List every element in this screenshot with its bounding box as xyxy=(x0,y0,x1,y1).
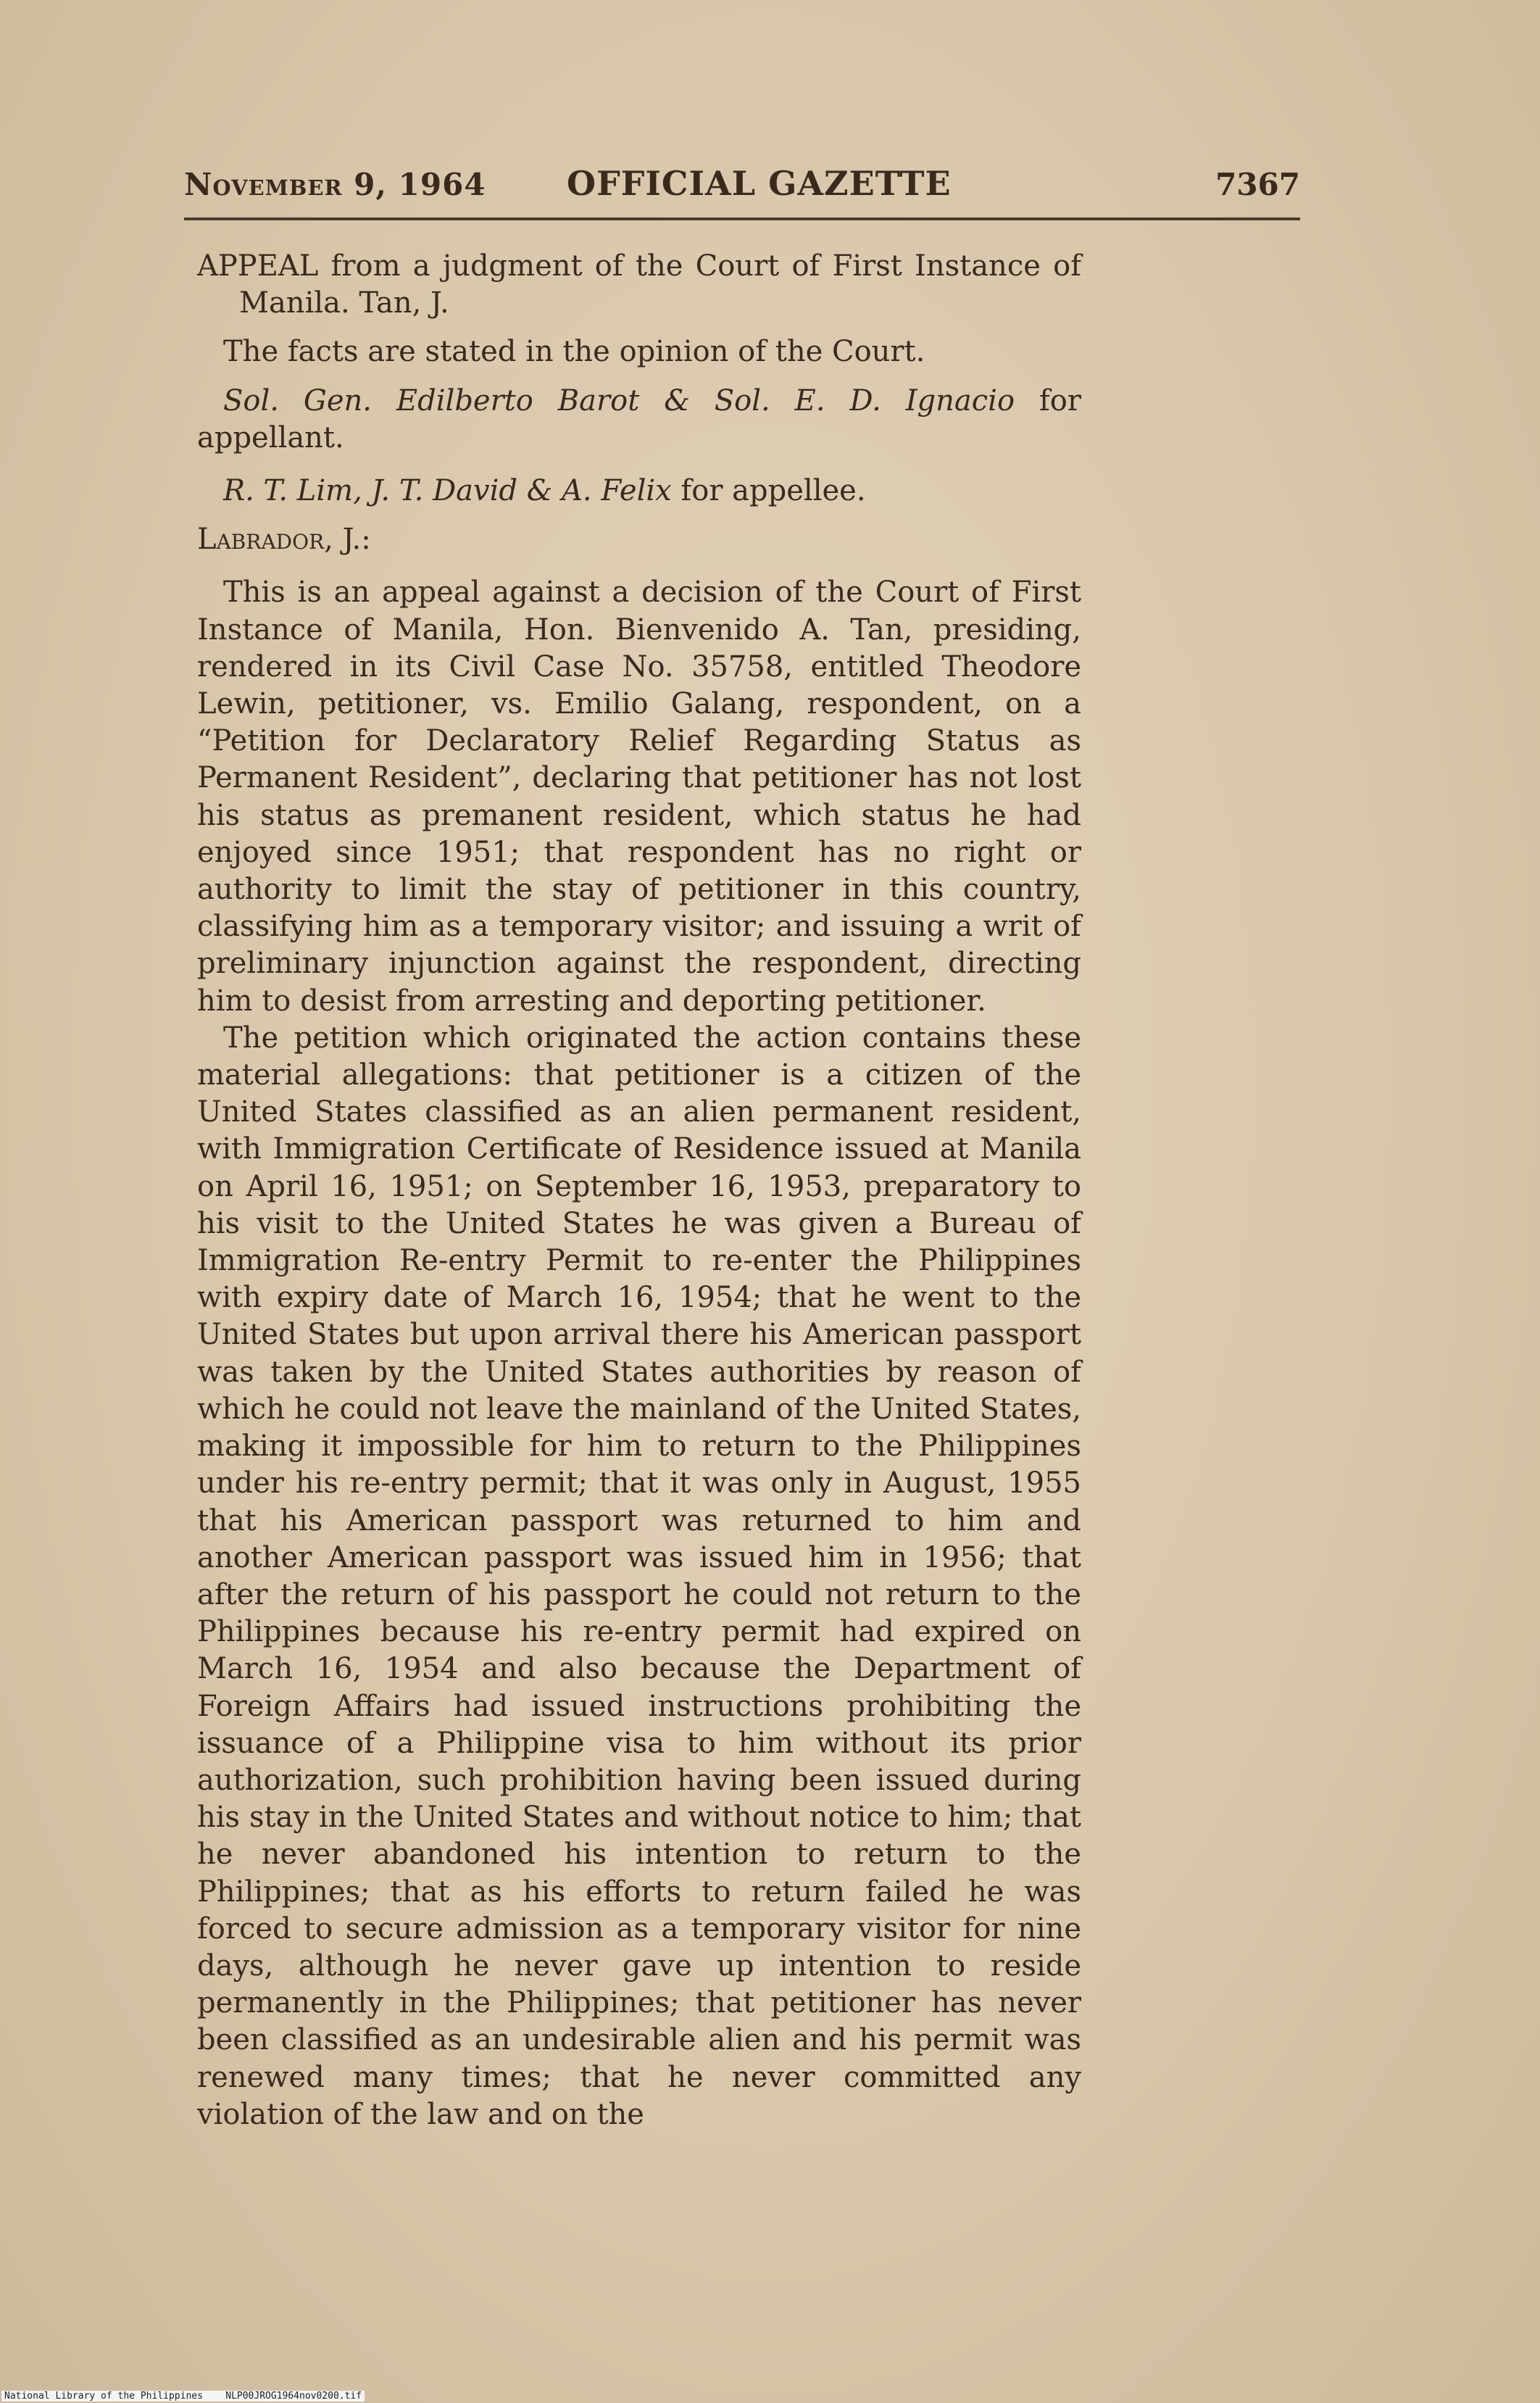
page-header xyxy=(184,161,1300,212)
counsel-appellee-names: R. T. Lim, J. T. David & A. Felix xyxy=(223,474,672,508)
footer-source: National Library of the Philippines xyxy=(4,2391,203,2402)
facts-statement: The facts are stated in the opinion of the Court. xyxy=(223,335,925,369)
paragraph-2: The petition which originated the action contains these material allegations: that petitioner is a citizen of the United States classified as an alien permanent resident, with Immigration Certificate of Residence issued at Manila on April 16, 1951; on September 16, 1953, preparatory to his visit to the United States he was given a Bureau of Immigration Re-entry Permit to re-enter the Philippines with expiry date of March 16, 1954; that he went to the United States but upon arrival there his American passport was taken by the United States authorities by reason of which he could not leave the mainland of the United States, making it impossible for him to return to the Philippines under his re-entry permit; that it was only in August, 1955 that his American passport was returned to him and another American passport was issued him in 1956; that after the return of his passport he could not return to the Philippines because his re-entry permit had expired on March 16, 1954 and also because the Department of Foreign Affairs had issued instructions prohibiting the issuance of a Philippine visa to him without its prior authorization, such prohibition having been issued during his stay in the United States and without notice to him; that he never abandoned his intention to return to the Philippines; that as his efforts to return failed he was forced to secure admission as a temporary visitor for nine days, although he never gave up intention to reside permanently in the Philippines; that petitioner has never been classified as an undesirable alien and his permit was renewed many times; that he never committed any violation of the law and on the xyxy=(197,1021,1081,2131)
counsel-appellant-role: for appellant. xyxy=(197,383,1081,455)
header-page-number: 7367 xyxy=(1215,167,1300,202)
counsel-appellant-names: Sol. Gen. Edilberto Barot & Sol. E. D. Ignacio xyxy=(223,383,1015,418)
header-title: OFFICIAL GAZETTE xyxy=(567,164,952,203)
counsel-appellant xyxy=(197,383,1081,457)
counsel-appellee-role: for appellee. xyxy=(680,474,866,508)
judge-name: Labrador, J.: xyxy=(197,523,371,557)
header-rule xyxy=(184,217,1300,220)
document-body xyxy=(197,248,1081,2133)
counsel-appellee xyxy=(197,473,1081,510)
footer-file: NLP00JROG1964nov0200.tif xyxy=(225,2391,362,2402)
paragraph-1: This is an appeal against a decision of the Court of First Instance of Manila, Hon. Bienvenido A. Tan, presiding, rendered in its Civil Case No. 35758, entitled Theodore Lewin, petitioner, vs. Emilio Galang, respondent, on a “Petition for Declaratory Relief Regarding Status as Permanent Resident”, declaring that petitioner has not lost his status as premanent resident, which status he had enjoyed since 1951; that respondent has no right or authority to limit the stay of petitioner in this country, classifying him as a temporary visitor; and issuing a writ of preliminary injunction against the respondent, directing him to desist from arresting and deporting petitioner. xyxy=(197,576,1081,1018)
appeal-statement: APPEAL from a judgment of the Court of First Instance of Manila. Tan, J. xyxy=(197,249,1081,320)
header-date: November 9, 1964 xyxy=(184,167,486,202)
scan-footer xyxy=(1,2391,365,2402)
